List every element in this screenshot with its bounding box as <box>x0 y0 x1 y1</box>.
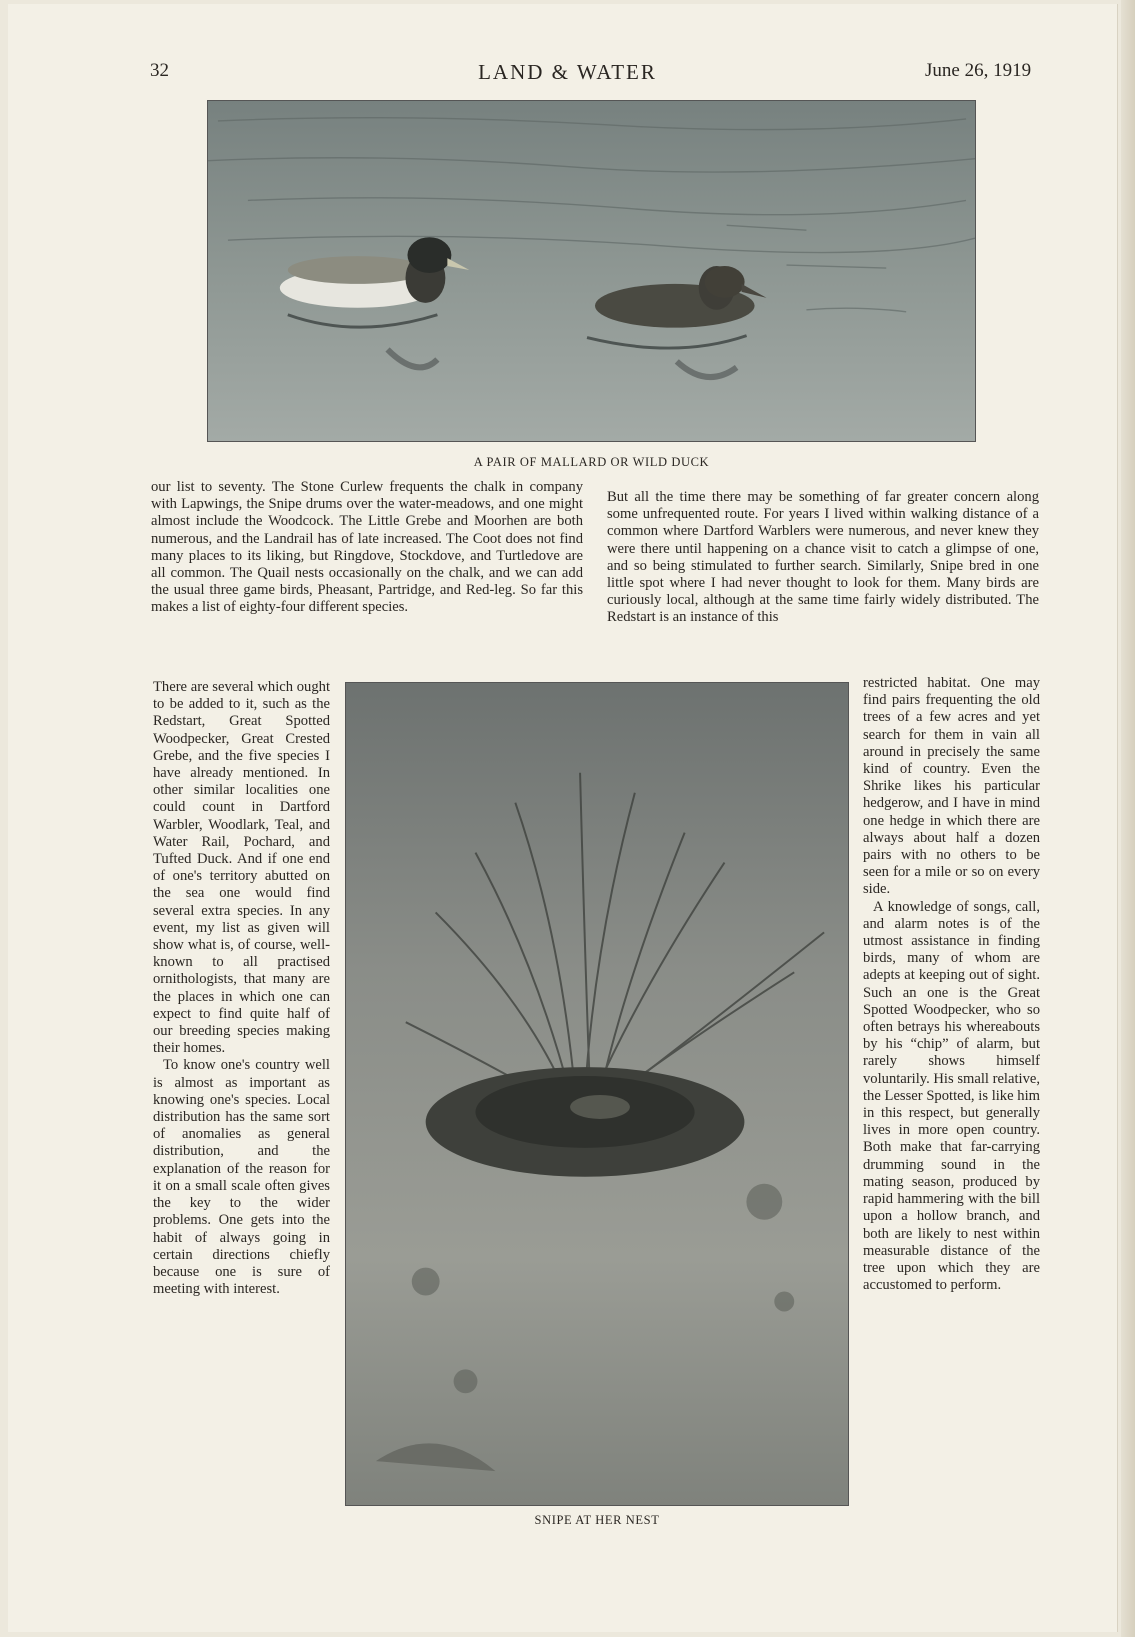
article-right-top <box>607 489 1039 627</box>
article-left-narrow <box>153 679 330 1298</box>
publication-title: LAND & WATER <box>478 60 657 84</box>
paragraph: restricted habitat. One may find pairs frequenting the old trees of a few acres and yet search for them in vain all around in precisely the same kind of country. Even the Shrike likes his particular hedgerow, and I have in mind one hedge in which there are always about half a dozen pairs with no others to be seen for a mile or so on every side. <box>863 675 1040 898</box>
snipe-caption: SNIPE AT HER NEST <box>534 1513 660 1527</box>
page-number: 32 <box>150 60 169 81</box>
article-left-top <box>151 479 583 617</box>
paragraph: A knowledge of songs, call, and alarm notes is of the utmost assistance in finding birds, many of whom are adepts at keeping out of sight. Such an one is the Great Spotted Woodpecker, who so often betrays his whereabouts by his “chip” of alarm, but rarely shows himself voluntarily. His small relative, the Lesser Spotted, is like him in this respect, but generally lives in more open country. Both make that far-carrying drumming sound in the mating season, produced by rapid hammering with the bill upon a hollow branch, and both are likely to nest within measurable distance of the tree upon which they are accustomed to perform. <box>863 898 1040 1294</box>
article-right-narrow <box>863 675 1040 1294</box>
paragraph: To know one's country well is almost as important as knowing one's species. Local distribution has the same sort of anomalies as general distribution, and the explanation of the reason for it on a small scale often gives the key to the wider problems. One gets into the habit of always going in certain directions chiefly because one is sure of meeting with interest. <box>153 1057 330 1298</box>
mallard-photo <box>207 100 976 442</box>
issue-date: June 26, 1919 <box>925 60 1032 81</box>
paragraph: There are several which ought to be added to it, such as the Redstart, Great Spotted Woodpecker, Great Crested Grebe, and the five species I have already mentioned. In other similar localities one could count in Dartford Warbler, Woodlark, Teal, and Water Rail, Pochard, and Tufted Duck. And if one end of one's territory abutted on the sea one would find several extra species. In any event, my list as given will show what is, of course, well-known to all practised ornithologists, that many are the places in which one can expect to find quite half of our breeding species making their homes. <box>153 679 330 1057</box>
snipe-photo <box>345 682 849 1506</box>
paragraph: But all the time there may be something of far greater concern along some unfrequented route. For years I lived within walking distance of a common where Dartford Warblers were numerous, and never knew they were there until happening on a chance visit to catch a glimpse of one, and so being stimulated to further search. Similarly, Snipe bred in one little spot where I had never thought to look for them. Many birds are curiously local, although at the same time fairly widely distributed. The Redstart is an instance of this <box>607 489 1039 626</box>
page-edge <box>1121 0 1135 1637</box>
mallard-caption: A PAIR OF MALLARD OR WILD DUCK <box>473 455 710 469</box>
paragraph: our list to seventy. The Stone Curlew frequents the chalk in company with Lapwings, the Snipe drums over the water-meadows, and one might almost include the Woodcock. The Little Grebe and Moorhen are both numerous, and the Landrail has of late increased. The Coot does not find many places to its liking, but Ringdove, Stockdove, and Turtledove are all common. The Quail nests occasionally on the chalk, and we can add the usual three game birds, Pheasant, Partridge, and Red-leg. So far this makes a list of eighty-four different species. <box>151 479 583 616</box>
